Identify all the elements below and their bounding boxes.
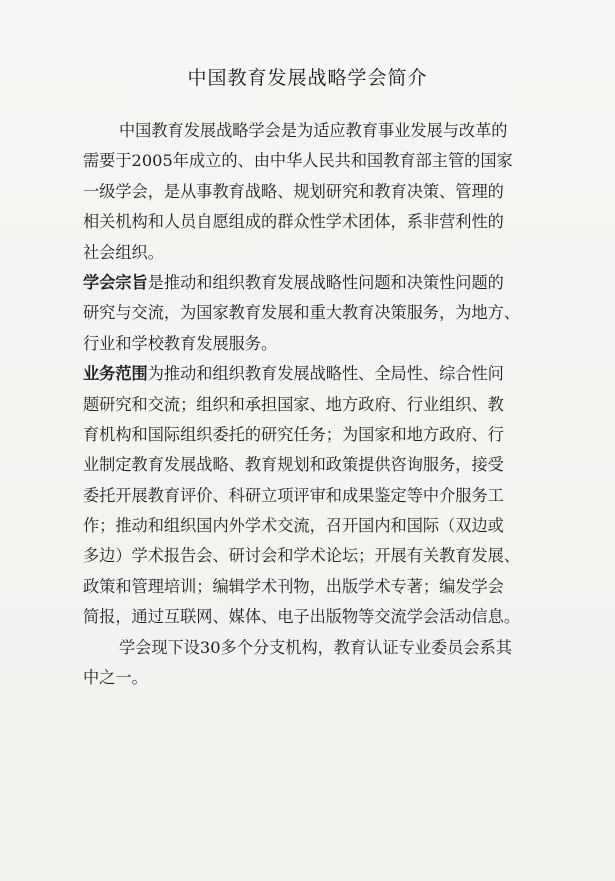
purpose-text: 是推动和组织教育发展战略性问题和决策性问题的 — [147, 272, 504, 292]
business-scope-text: 为推动和组织教育发展战略性、全局性、综合性问 — [147, 364, 504, 384]
text-line: 题研究和交流；组织和承担国家、地方政府、行业组织、教 — [83, 394, 504, 414]
business-scope-label: 业务范围 — [83, 364, 148, 384]
document-body — [83, 116, 563, 693]
text-line: 简报，通过互联网、媒体、电子出版物等交流学会活动信息。 — [83, 607, 521, 627]
text-line — [83, 268, 563, 298]
text-line — [83, 359, 563, 389]
text-line: 研究与交流，为国家教育发展和重大教育决策服务，为地方、 — [83, 303, 521, 323]
text-line: 多边）学术报告会、研讨会和学术论坛；开展有关教育发展、 — [83, 546, 521, 566]
text-line: 社会组织。 — [83, 242, 164, 262]
text-line: 一级学会，是从事教育战略、规划研究和教育决策、管理的 — [83, 181, 504, 201]
text-line: 育机构和国际组织委托的研究任务；为国家和地方政府、行 — [83, 424, 504, 444]
text-line: 政策和管理培训；编辑学术刊物，出版学术专著；编发学会 — [83, 576, 504, 596]
text-line: 业制定教育发展战略、教育规划和政策提供咨询服务，接受 — [83, 455, 504, 475]
text-line: 作；推动和组织国内外学术交流，召开国内和国际（双边或 — [83, 516, 504, 536]
purpose-label: 学会宗旨 — [83, 272, 148, 292]
text-line: 学会现下设30多个分支机构，教育认证专业委员会系其 — [119, 637, 512, 657]
text-line: 需要于2005年成立的、由中华人民共和国教育部主管的国家 — [83, 151, 513, 171]
paragraph-purpose — [83, 268, 563, 359]
paragraph-business-scope — [83, 359, 563, 633]
text-line: 委托开展教育评价、科研立项评审和成果鉴定等中介服务工 — [83, 485, 504, 505]
text-line: 相关机构和人员自愿组成的群众性学术团体，系非营利性的 — [83, 212, 504, 232]
text-line: 中之一。 — [83, 668, 148, 688]
document-title: 中国教育发展战略学会简介 — [187, 67, 428, 89]
paragraph-branches — [83, 633, 563, 694]
text-line: 行业和学校教育发展服务。 — [83, 333, 278, 353]
paragraph-introduction — [83, 116, 563, 268]
text-line: 中国教育发展战略学会是为适应教育事业发展与改革的 — [119, 121, 508, 140]
